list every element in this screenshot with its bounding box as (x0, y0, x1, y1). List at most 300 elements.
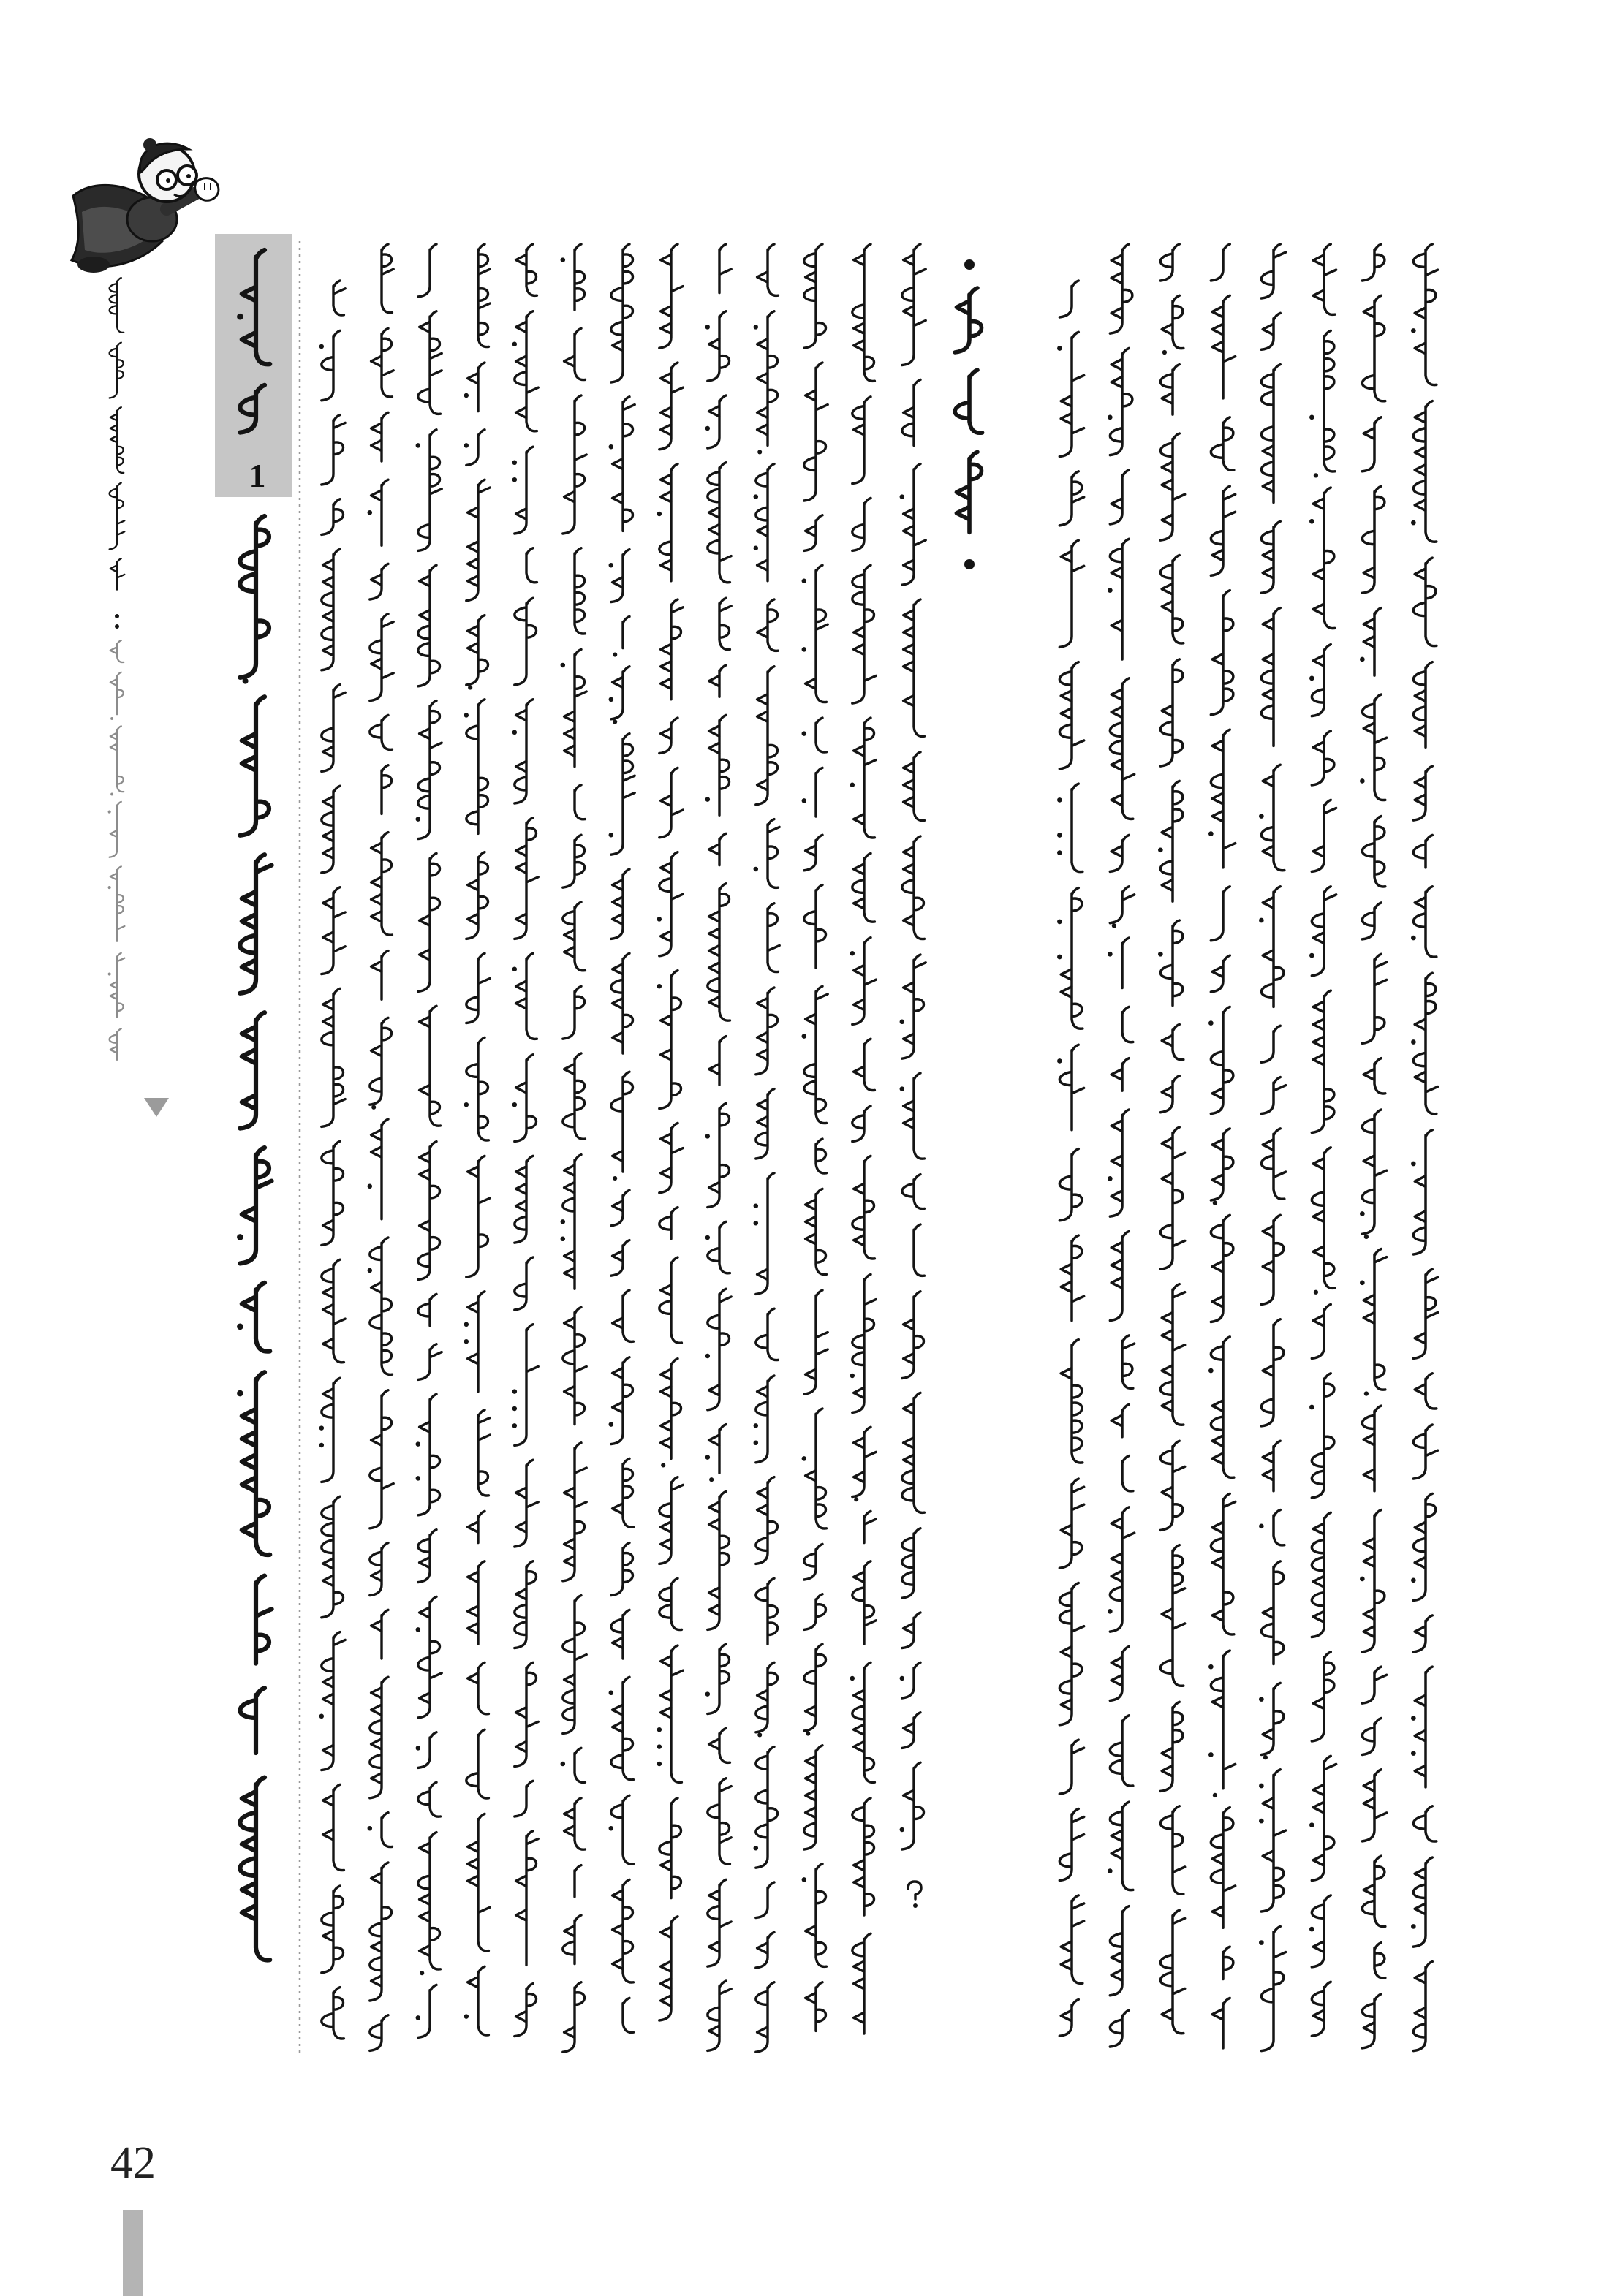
word (705, 1103, 730, 1207)
word (563, 1915, 581, 1964)
word (512, 953, 537, 1039)
header-colon (115, 614, 119, 618)
word-stroke (914, 1224, 924, 1276)
letter-dot (1108, 952, 1113, 957)
word-stroke (902, 836, 925, 939)
letter-dot (850, 951, 855, 955)
word-stroke (1059, 1045, 1083, 1130)
word-stroke (659, 244, 683, 348)
word-stroke (1413, 1857, 1432, 1947)
word-stroke (371, 1119, 388, 1219)
body-text-column (1259, 244, 1286, 2051)
letter-dot (1360, 657, 1365, 662)
word-stroke (757, 311, 778, 446)
word-stroke (515, 1257, 533, 1310)
word (1362, 1667, 1386, 1703)
word-stroke (756, 1376, 774, 1463)
word-stroke (804, 986, 828, 1123)
letter-dot (512, 730, 517, 735)
word (1312, 990, 1334, 1132)
word-stroke (322, 330, 340, 400)
word (1160, 1127, 1184, 1269)
word-stroke (1362, 1994, 1381, 2048)
letter-dot (1309, 953, 1314, 958)
word (609, 1357, 633, 1444)
letter-dot (108, 811, 111, 814)
letter-dot (705, 325, 710, 329)
word (563, 986, 585, 1039)
word-stroke (468, 1814, 491, 1950)
word (322, 499, 344, 535)
word-stroke (1312, 1756, 1336, 1880)
word-stroke (516, 244, 537, 295)
word-stroke (1160, 920, 1183, 1006)
word-stroke (563, 986, 585, 1039)
word (756, 1982, 774, 2052)
letter-dot (802, 798, 806, 803)
word-stroke (852, 244, 875, 381)
letter-dot (705, 1134, 710, 1138)
word (1360, 1110, 1387, 1239)
word-stroke (902, 955, 926, 1058)
word (1411, 1667, 1432, 1787)
word (1362, 954, 1386, 1043)
word-stroke (1122, 1456, 1133, 1491)
word-stroke (1059, 281, 1078, 317)
word-stroke (804, 244, 826, 348)
word-stroke (1413, 1130, 1432, 1254)
word (902, 836, 925, 939)
word (1259, 1510, 1285, 1545)
word-stroke (1313, 244, 1336, 314)
word (371, 412, 388, 461)
word (1312, 1652, 1334, 1741)
word (804, 1544, 822, 1580)
word (464, 1037, 489, 1140)
word-stroke (756, 1982, 774, 2052)
word-stroke (322, 549, 340, 670)
word (1360, 694, 1387, 800)
word (1362, 417, 1381, 471)
word-stroke (1362, 1110, 1386, 1234)
word-stroke (370, 564, 388, 599)
word (1362, 1994, 1381, 2048)
word-stroke (240, 1012, 265, 1128)
word (526, 548, 537, 583)
word-stroke (371, 480, 388, 545)
question-mark (908, 1882, 921, 1899)
word (1413, 662, 1432, 748)
word (108, 953, 125, 1017)
word-stroke (110, 558, 125, 590)
word (563, 1307, 586, 1424)
word (756, 1089, 774, 1159)
word (322, 887, 345, 974)
word (900, 464, 926, 586)
word-stroke (1274, 1510, 1285, 1545)
body-text-column (561, 244, 587, 2052)
word-stroke (240, 855, 271, 993)
letter-dot (319, 344, 324, 349)
punctuation-mark (757, 1732, 762, 1737)
letter-dot (657, 512, 662, 516)
word (1374, 1943, 1385, 1978)
word-stroke (623, 616, 629, 648)
word-stroke (1110, 348, 1132, 455)
word-stroke (611, 1677, 634, 1780)
word-stroke (466, 430, 485, 466)
word (418, 1782, 441, 1816)
word-stroke (708, 1289, 731, 1410)
word (466, 615, 488, 690)
word-stroke (719, 244, 731, 293)
word-stroke (370, 2015, 388, 2051)
word (1059, 1149, 1082, 1221)
letter-dot (368, 510, 372, 515)
word (1362, 903, 1381, 939)
letter-dot (802, 1456, 806, 1460)
word (1263, 1441, 1280, 1490)
word (1259, 1683, 1284, 1759)
word-stroke (756, 1662, 778, 1732)
word-stroke (661, 599, 684, 700)
word-stroke (370, 1018, 392, 1105)
word (1360, 1510, 1385, 1652)
word (804, 515, 822, 551)
word-stroke (333, 281, 345, 315)
word (852, 1933, 871, 2034)
word (804, 1644, 826, 1735)
letter-dot (512, 1406, 517, 1411)
word (418, 244, 436, 297)
word (900, 1662, 920, 1698)
word (756, 667, 778, 805)
word-stroke (322, 887, 345, 974)
word-stroke (110, 483, 125, 550)
word-stroke (1261, 1770, 1285, 1912)
word (754, 819, 780, 888)
word (1261, 1215, 1284, 1304)
word-stroke (1160, 1910, 1184, 2034)
punctuation-mark (420, 1971, 424, 1975)
word-stroke (709, 833, 726, 865)
word (754, 464, 774, 581)
word (1360, 1249, 1387, 1396)
word-stroke (852, 1106, 871, 1142)
word-stroke (852, 498, 871, 550)
word (1413, 766, 1432, 820)
word (613, 1290, 634, 1341)
word (1160, 365, 1179, 414)
word (110, 558, 125, 590)
word (1057, 1045, 1084, 1130)
word (852, 1106, 871, 1142)
word (561, 649, 587, 766)
word (613, 616, 629, 656)
word (609, 667, 629, 724)
word-stroke (466, 1037, 489, 1140)
question-mark-dot (913, 1903, 918, 1908)
word (854, 1039, 875, 1090)
word (1108, 938, 1129, 988)
letter-dot (1360, 778, 1365, 784)
letter-dot (512, 967, 517, 971)
word-stroke (418, 701, 442, 839)
word (1160, 659, 1183, 766)
word (1362, 1406, 1381, 1491)
letter-dot (802, 1877, 806, 1882)
word-stroke (1160, 1806, 1184, 1894)
word (1059, 1999, 1078, 2036)
word (1110, 1646, 1129, 1700)
word-stroke (708, 463, 731, 583)
word (370, 564, 388, 599)
word-stroke (1061, 1340, 1083, 1463)
word (1059, 540, 1083, 647)
letter-dot (1259, 1784, 1264, 1789)
punctuation-mark (468, 686, 472, 690)
word-stroke (1261, 1926, 1285, 2050)
word (1411, 244, 1438, 385)
word-stroke (418, 1732, 436, 1768)
word (852, 498, 871, 550)
word-stroke (418, 311, 442, 414)
word (719, 598, 731, 649)
word-stroke (515, 1781, 533, 1816)
word-stroke (1110, 678, 1134, 819)
word (756, 988, 778, 1075)
word-stroke (563, 1915, 581, 1964)
word (705, 1644, 730, 1713)
word (1122, 1007, 1133, 1042)
word-stroke (1313, 488, 1335, 629)
word-stroke (709, 665, 726, 697)
word (1261, 1319, 1284, 1426)
word (1110, 1232, 1129, 1321)
word (466, 1156, 490, 1277)
word (659, 1798, 681, 1898)
word-stroke (1212, 295, 1235, 398)
word-stroke (466, 700, 488, 834)
word-stroke (852, 397, 871, 484)
word-stroke (1261, 765, 1284, 871)
word (240, 1012, 265, 1128)
word-stroke (382, 244, 393, 313)
letter-dot (512, 461, 517, 465)
word-stroke (515, 1055, 537, 1142)
letter-dot (754, 494, 758, 499)
word-stroke (1211, 1007, 1233, 1113)
word (515, 1781, 533, 1816)
heading-number: 1 (249, 457, 266, 494)
word-stroke (1110, 539, 1129, 659)
letter-dot (1208, 1368, 1214, 1374)
word-stroke (1362, 1406, 1381, 1491)
body-text-column (657, 244, 684, 2020)
word-stroke (708, 311, 730, 381)
word-stroke (1413, 1425, 1437, 1479)
word-stroke (1312, 1982, 1331, 2036)
word (955, 370, 982, 433)
letter-dot (1057, 1058, 1062, 1064)
word (1059, 662, 1083, 769)
word (1261, 244, 1285, 298)
letter-dot (850, 783, 855, 787)
letter-dot (1108, 1176, 1113, 1181)
word-stroke (371, 1610, 388, 1659)
letter-dot (416, 1476, 420, 1480)
word-stroke (1122, 938, 1129, 988)
word-stroke (1110, 2010, 1129, 2047)
word-stroke (756, 1308, 779, 1360)
letter-dot (754, 1846, 758, 1850)
word-stroke (659, 464, 678, 581)
word (1363, 1058, 1385, 1094)
word (1162, 1024, 1184, 1059)
letter-dot (900, 1020, 904, 1024)
word-stroke (1211, 730, 1235, 868)
punctuation-mark (709, 1477, 714, 1482)
header-colon (115, 624, 119, 629)
word (333, 281, 345, 315)
letter-dot (609, 833, 613, 837)
letter-dot (900, 494, 904, 499)
word-stroke (719, 598, 731, 649)
punctuation-mark (613, 1176, 617, 1181)
word-stroke (110, 278, 124, 333)
word-stroke (370, 1390, 393, 1528)
word (1312, 1512, 1331, 1637)
word (1261, 1077, 1285, 1114)
word (515, 1156, 533, 1243)
body-text-column (802, 244, 828, 2031)
word (512, 311, 539, 431)
word-stroke (322, 1886, 344, 1973)
word (1110, 1906, 1129, 1996)
word (1108, 539, 1129, 659)
word-stroke (371, 328, 394, 397)
word-stroke (659, 1477, 683, 1564)
word (1160, 1441, 1184, 1530)
word (1362, 1770, 1386, 1841)
word (382, 765, 392, 814)
letter-dot (657, 1727, 662, 1732)
word (515, 818, 538, 939)
letter-dot (1259, 1697, 1264, 1702)
letter-dot (416, 1627, 420, 1632)
word (466, 480, 490, 601)
word-stroke (1261, 1129, 1285, 1199)
word (1110, 835, 1129, 871)
word (657, 852, 684, 956)
word (804, 835, 822, 871)
word-stroke (611, 1543, 633, 1596)
word (1110, 678, 1134, 819)
word-stroke (370, 1238, 393, 1374)
cartoon-boy-icon (72, 138, 219, 273)
word (611, 869, 629, 939)
word (563, 1982, 585, 2052)
letter-dot (705, 1455, 710, 1459)
word (611, 244, 633, 382)
page-number: 42 (110, 2138, 156, 2188)
letter-dot (1360, 1211, 1365, 1216)
word (478, 1410, 490, 1496)
word-stroke (756, 1747, 778, 1868)
word (1259, 1926, 1286, 2050)
word-stroke (370, 1543, 388, 1596)
word-stroke (1362, 244, 1385, 281)
letter-dot (1057, 955, 1062, 960)
word (1211, 591, 1233, 715)
word (1261, 365, 1280, 503)
word-stroke (1362, 1770, 1386, 1841)
word (370, 1390, 393, 1528)
word-stroke (659, 363, 683, 450)
word (416, 1985, 436, 2037)
word-stroke (1160, 659, 1183, 766)
word (1211, 244, 1230, 281)
word-stroke (756, 1932, 774, 1968)
word-stroke (1261, 887, 1284, 1007)
word-stroke (323, 1784, 344, 1870)
letter-dot (1411, 1924, 1416, 1929)
word (708, 884, 730, 1020)
letter-dot (512, 342, 517, 346)
letter-dot (1411, 1751, 1416, 1756)
letter-dot (1360, 1577, 1365, 1582)
word-stroke (659, 768, 683, 837)
word (322, 988, 345, 1126)
mascot-eye (166, 178, 170, 183)
word-stroke (1122, 1335, 1135, 1388)
letter-dot (657, 1762, 662, 1766)
word (1211, 417, 1233, 470)
word-stroke (322, 1259, 345, 1363)
letter-dot (561, 1762, 565, 1766)
word (657, 464, 678, 581)
word (563, 1596, 586, 1734)
word-stroke (1061, 888, 1083, 1029)
letter-dot (1411, 328, 1416, 333)
word-stroke (1211, 486, 1235, 575)
word (1160, 1702, 1183, 1791)
body-text-column (1108, 244, 1135, 2047)
word (322, 415, 345, 485)
word (1160, 433, 1184, 540)
letter-dot (561, 1237, 565, 1241)
word (478, 244, 490, 347)
word (657, 1645, 684, 1782)
word (1362, 817, 1385, 887)
word-stroke (613, 1290, 634, 1341)
letter-dot (657, 917, 662, 921)
mascot-hat-pompom (143, 138, 156, 151)
word-stroke (902, 464, 926, 586)
word (1309, 1756, 1336, 1880)
word-stroke (611, 1240, 629, 1276)
word (1108, 348, 1132, 455)
word-stroke (1415, 1374, 1437, 1409)
word-stroke (902, 1292, 924, 1379)
word (705, 1425, 726, 1482)
body-text-column (1158, 244, 1185, 2034)
mascot-shoe (77, 257, 110, 273)
letter-dot (900, 1827, 904, 1832)
word-stroke (804, 515, 822, 551)
word-stroke (1312, 887, 1336, 976)
word-stroke (708, 1221, 730, 1273)
